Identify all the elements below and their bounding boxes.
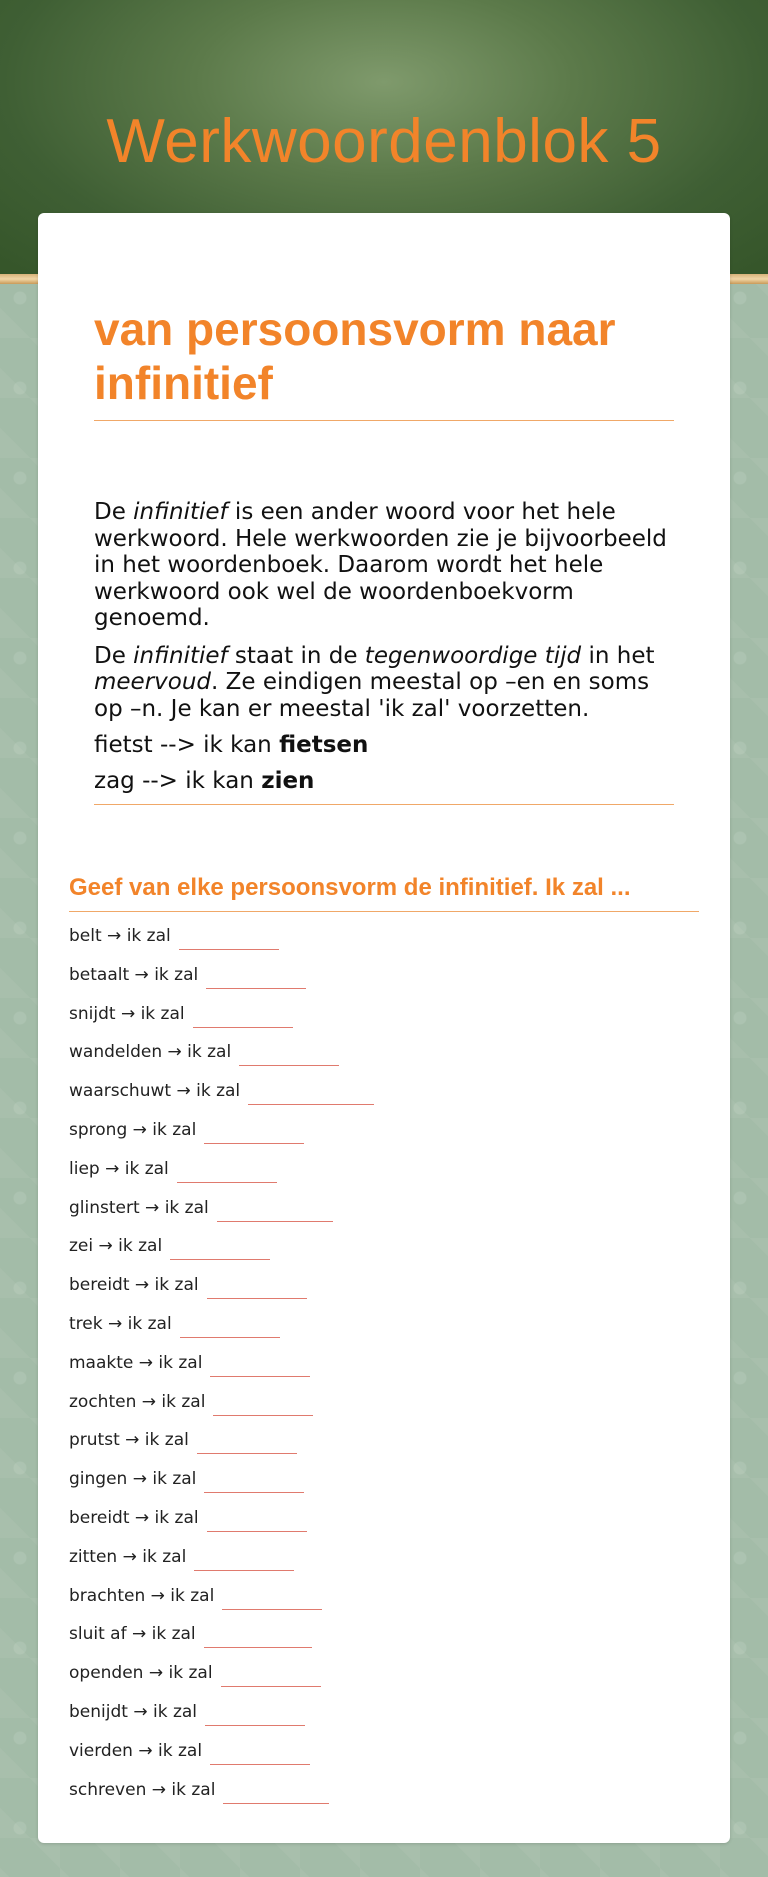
exercise-row	[69, 1619, 689, 1658]
intro-text-span: is een ander woord voor het hele werkwoord. Hele werkwoorden zie je bijvoorbeeld in het woordenboek. Daarom wordt het hele werkwoord ook wel de woordenboekvorm genoemd.	[94, 499, 667, 631]
answer-blank[interactable]	[197, 1425, 297, 1454]
exercise-row	[69, 1464, 689, 1503]
section-title: van persoonsvorm naar infinitief	[94, 303, 616, 409]
section-divider-top	[94, 420, 674, 421]
intro-text-span: in het	[581, 642, 655, 669]
exercise-label: schreven → ik zal	[69, 1779, 216, 1800]
answer-blank[interactable]	[210, 1736, 310, 1765]
exercise-label: bereidt → ik zal	[69, 1507, 199, 1528]
example-answer: fietsen	[279, 732, 369, 758]
answer-blank[interactable]	[206, 960, 306, 989]
exercise-row	[69, 1503, 689, 1542]
exercise-row	[69, 1581, 689, 1620]
exercise-row	[69, 1309, 689, 1348]
answer-blank[interactable]	[217, 1193, 333, 1222]
exercise-label: wandelden → ik zal	[69, 1042, 232, 1063]
intro-emphasis: infinitief	[133, 642, 228, 669]
exercise-row	[69, 1658, 689, 1697]
exercise-label: gingen → ik zal	[69, 1469, 197, 1490]
exercise-label: zitten → ik zal	[69, 1546, 187, 1567]
intro-text-span: staat in de	[227, 642, 365, 669]
intro-emphasis: meervoud	[94, 669, 212, 695]
exercise-label: liep → ik zal	[69, 1158, 169, 1179]
example-prefix: zag --> ik kan	[94, 768, 262, 794]
answer-blank[interactable]	[179, 921, 279, 950]
answer-blank[interactable]	[205, 1697, 305, 1726]
intro-emphasis: infinitief	[133, 499, 228, 525]
exercise-row	[69, 1270, 689, 1309]
exercise-row	[69, 999, 689, 1038]
answer-blank[interactable]	[170, 1231, 270, 1260]
answer-blank[interactable]	[210, 1348, 310, 1377]
answer-blank[interactable]	[221, 1658, 321, 1687]
exercise-label: benijdt → ik zal	[69, 1701, 198, 1722]
exercise-row	[69, 1348, 689, 1387]
exercise-label: openden → ik zal	[69, 1663, 213, 1684]
exercise-row	[69, 921, 689, 960]
exercise-label: zei → ik zal	[69, 1236, 163, 1257]
answer-blank[interactable]	[213, 1387, 313, 1416]
section-divider-bottom	[94, 804, 674, 805]
intro-text-span: De	[94, 642, 134, 669]
example-row	[94, 730, 674, 766]
exercise-list	[69, 921, 689, 1813]
exercise-label: belt → ik zal	[69, 926, 171, 946]
intro-emphasis: tegenwoordige tijd	[364, 642, 582, 669]
exercise-row	[69, 1193, 689, 1232]
answer-blank[interactable]	[204, 1115, 304, 1144]
examples	[94, 730, 674, 802]
exercise-row	[69, 1387, 689, 1426]
answer-blank[interactable]	[248, 1076, 374, 1105]
answer-blank[interactable]	[222, 1581, 322, 1610]
exercise-row	[69, 1425, 689, 1464]
example-answer: zien	[261, 768, 315, 794]
exercise-label: bereidt → ik zal	[69, 1275, 199, 1296]
answer-blank[interactable]	[239, 1037, 339, 1066]
exercise-row	[69, 1231, 689, 1270]
answer-blank[interactable]	[177, 1154, 277, 1183]
answer-blank[interactable]	[204, 1464, 304, 1493]
answer-blank[interactable]	[194, 1542, 294, 1571]
exercise-row	[69, 1154, 689, 1193]
exercise-row	[69, 1542, 689, 1581]
exercise-label: trek → ik zal	[69, 1313, 172, 1334]
exercise-label: sprong → ik zal	[69, 1119, 197, 1140]
exercise-row	[69, 960, 689, 999]
exercise-row	[69, 1736, 689, 1775]
answer-blank[interactable]	[223, 1775, 329, 1804]
exercise-label: zochten → ik zal	[69, 1391, 206, 1412]
answer-blank[interactable]	[207, 1503, 307, 1532]
answer-blank[interactable]	[207, 1270, 307, 1299]
exercise-label: glinstert → ik zal	[69, 1197, 209, 1218]
answer-blank[interactable]	[204, 1619, 312, 1648]
exercise-row	[69, 1697, 689, 1736]
answer-blank[interactable]	[193, 999, 293, 1028]
example-row	[94, 766, 674, 802]
intro-text	[94, 499, 674, 733]
intro-text-span: . Ze eindigen meestal op –en en soms op –n. Je kan er meestal 'ik zal' voorzetten.	[94, 669, 650, 722]
exercise-label: maakte → ik zal	[69, 1352, 203, 1373]
exercise-label: waarschuwt → ik zal	[69, 1081, 241, 1102]
question-title: Geef van elke persoonsvorm de infinitief. Ik zal ...	[69, 874, 631, 901]
exercise-label: betaalt → ik zal	[69, 964, 199, 985]
page-title: Werkwoordenblok 5	[106, 107, 662, 176]
exercise-label: vierden → ik zal	[69, 1740, 203, 1761]
exercise-row	[69, 1037, 689, 1076]
intro-text-span: De	[94, 499, 134, 525]
exercise-label: brachten → ik zal	[69, 1585, 215, 1606]
example-prefix: fietst --> ik kan	[94, 732, 280, 758]
answer-blank[interactable]	[180, 1309, 280, 1338]
exercise-label: snijdt → ik zal	[69, 1003, 185, 1024]
exercise-label: prutst → ik zal	[69, 1430, 189, 1451]
exercise-row	[69, 1775, 689, 1814]
exercise-label: sluit af → ik zal	[69, 1624, 196, 1645]
exercise-row	[69, 1115, 689, 1154]
question-divider	[69, 911, 699, 912]
intro-paragraph-1	[94, 499, 674, 632]
intro-paragraph-2	[94, 643, 674, 723]
exercise-row	[69, 1076, 689, 1115]
